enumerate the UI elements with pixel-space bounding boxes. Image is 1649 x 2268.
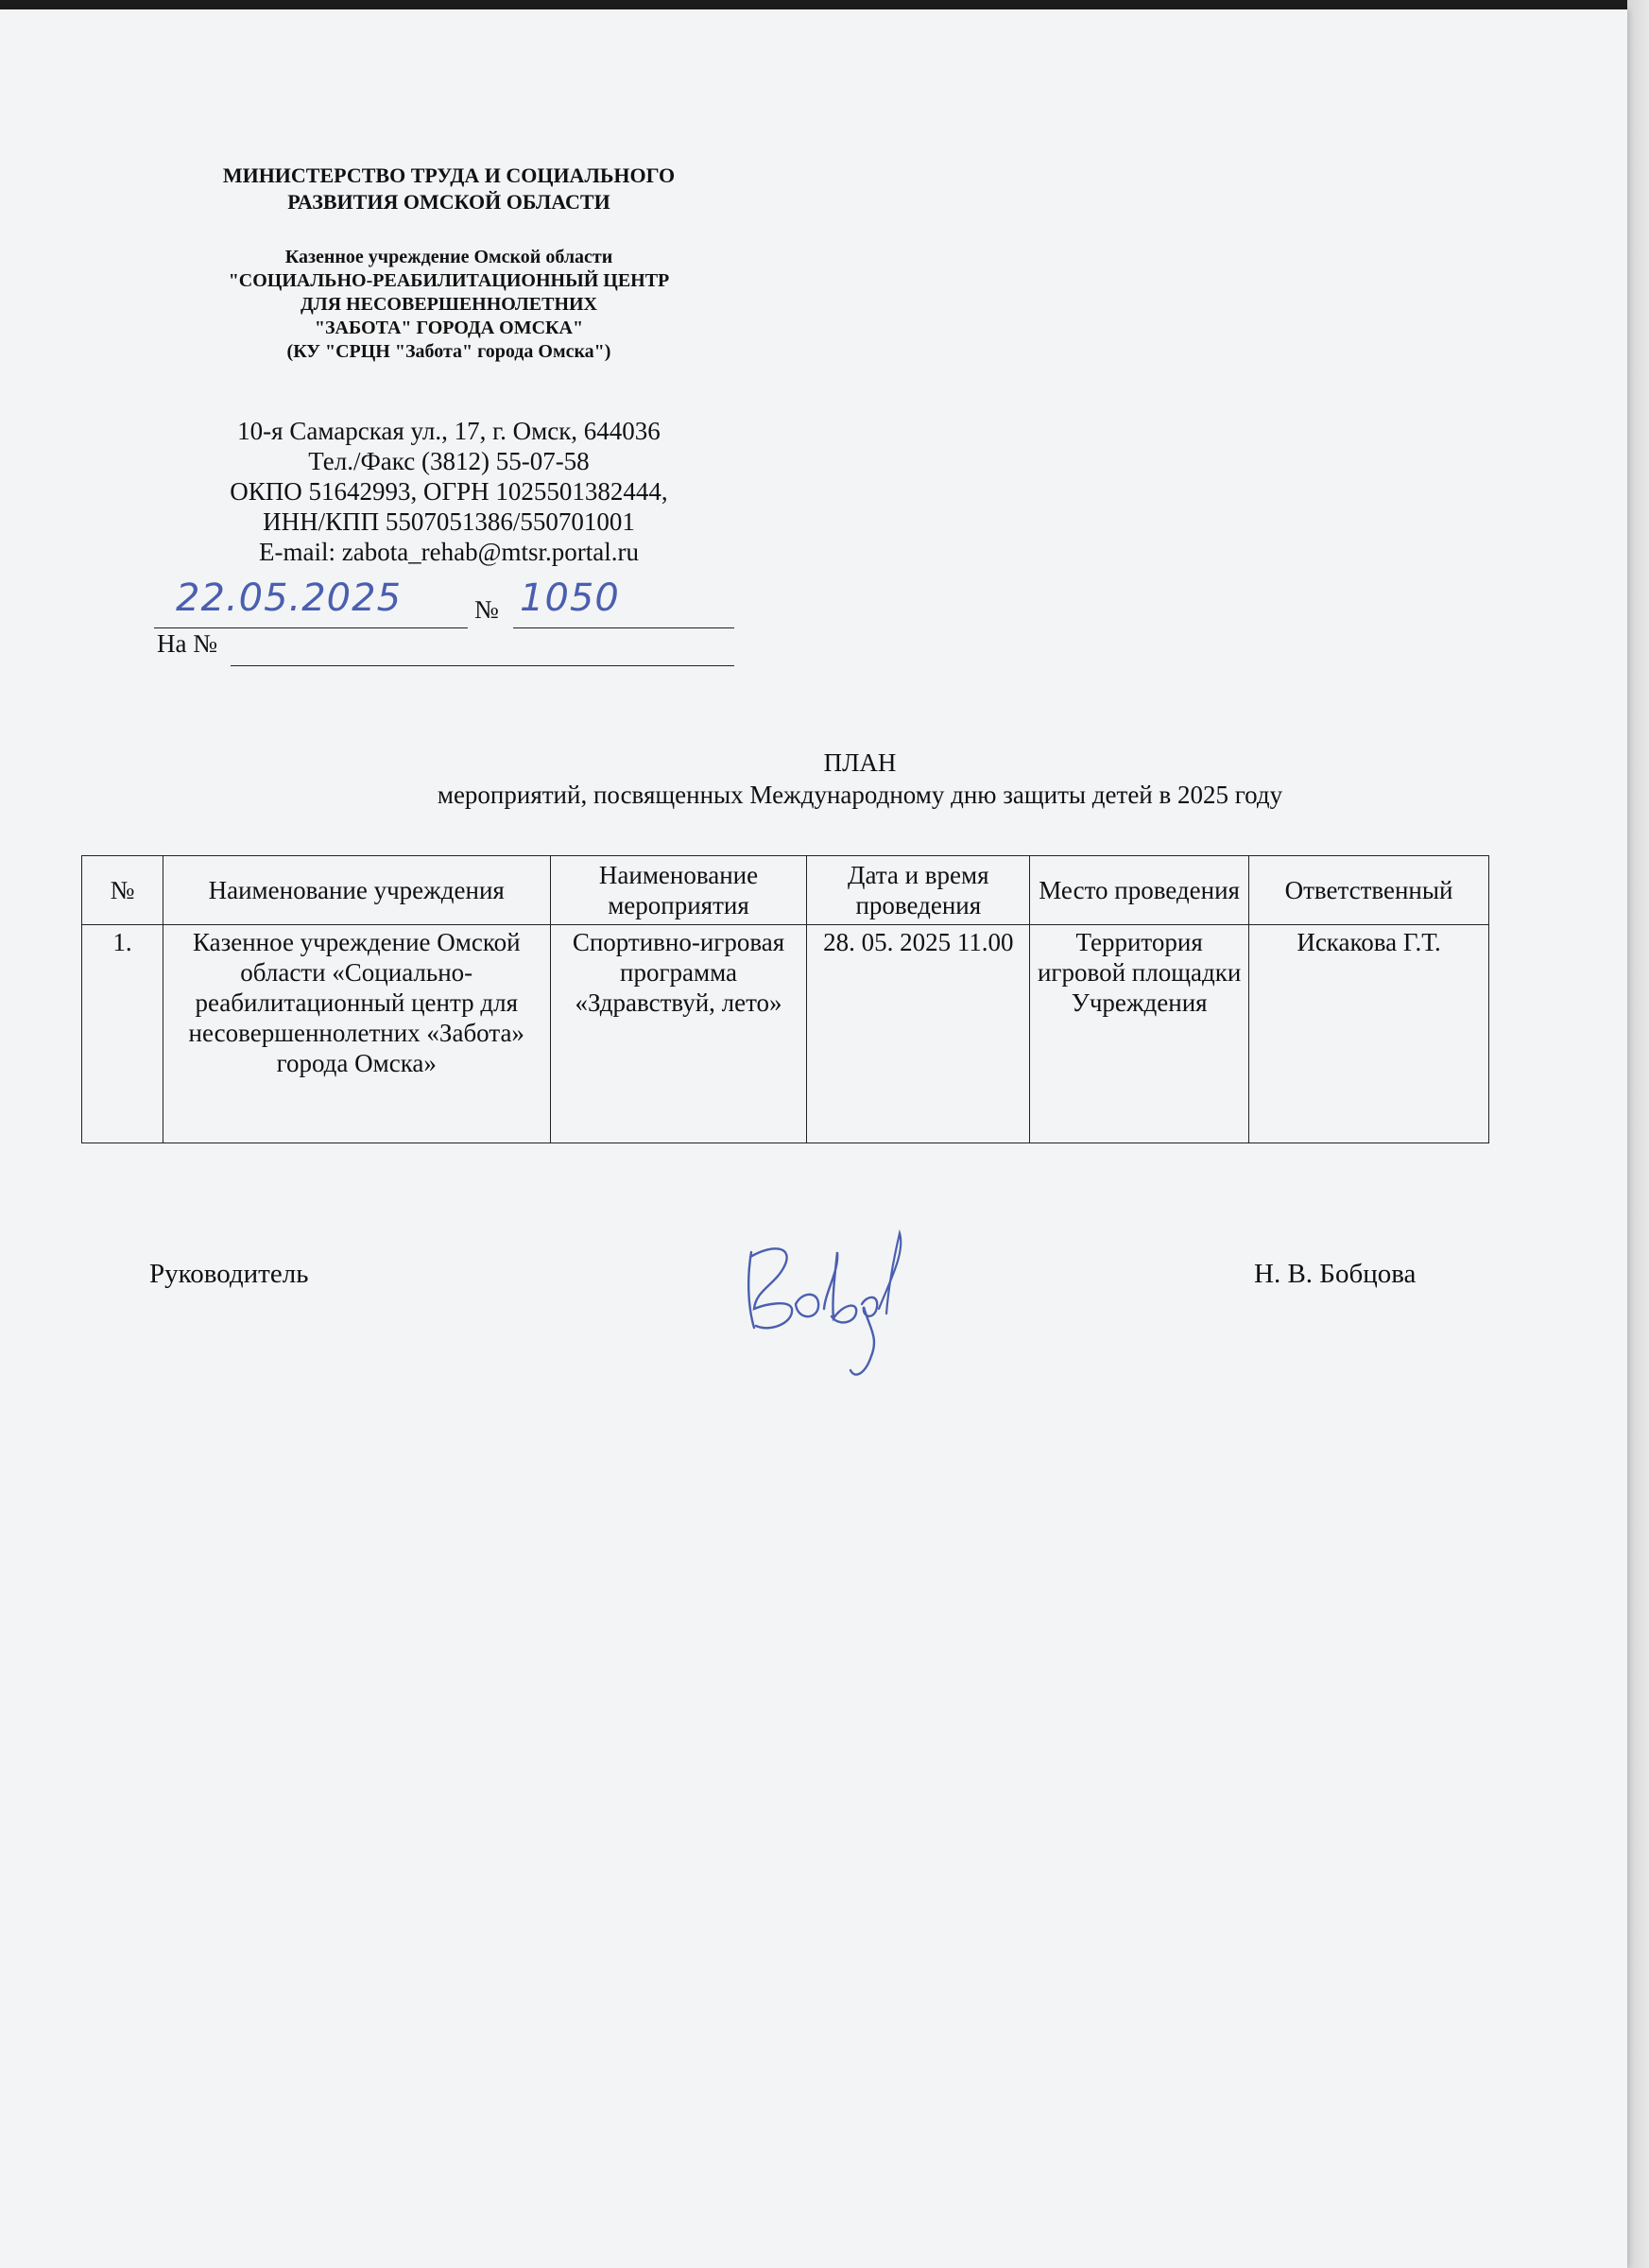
scan-top-edge (0, 0, 1649, 9)
contact-details (142, 416, 756, 567)
address: 10-я Самарская ул., 17, г. Омск, 644036 (237, 417, 661, 445)
org-line: Казенное учреждение Омской области (284, 247, 613, 267)
cell-institution: Казенное учреждение Омской области «Социально-реабилитационный центр для несовершеннолетних «Забота» города Омска» (163, 925, 550, 1143)
cell-datetime: 28. 05. 2025 11.00 (807, 925, 1030, 1143)
col-header-number: № (82, 856, 163, 925)
col-header-event: Наименование мероприятия (550, 856, 807, 925)
col-header-institution: Наименование учреждения (163, 856, 550, 925)
org-line: (КУ "СРЦН "Забота" города Омска") (286, 341, 611, 362)
reg-number-sign: № (474, 595, 499, 624)
okpo-ogrn: ОКПО 51642993, ОГРН 1025501382444, (230, 477, 668, 506)
email: E-mail: zabota_rehab@mtsr.portal.ru (259, 538, 639, 566)
cell-place: Территория игровой площадки Учреждения (1030, 925, 1249, 1143)
cell-responsible: Искакова Г.Т. (1249, 925, 1489, 1143)
events-table (81, 855, 1489, 1143)
ministry-line: МИНИСТЕРСТВО ТРУДА И СОЦИАЛЬНОГО (222, 163, 676, 187)
table-header-row (82, 856, 1489, 925)
document-title (189, 747, 1531, 811)
organization-header (142, 246, 756, 364)
cell-event: Спортивно-игровая программа «Здравствуй, лето» (550, 925, 807, 1143)
document-page (0, 9, 1627, 2268)
scan-right-edge (1627, 0, 1649, 2268)
reg-date-underline (154, 627, 468, 628)
org-line: "СОЦИАЛЬНО-РЕАБИЛИТАЦИОННЫЙ ЦЕНТР (228, 270, 670, 291)
col-header-place: Место проведения (1030, 856, 1249, 925)
cell-number: 1. (82, 925, 163, 1143)
signer-position: Руководитель (149, 1259, 309, 1289)
reg-number-underline (513, 627, 734, 628)
reference-label: На № (157, 629, 217, 658)
inn-kpp: ИНН/КПП 5507051386/550701001 (263, 507, 635, 536)
ministry-header (142, 163, 756, 215)
col-header-responsible: Ответственный (1249, 856, 1489, 925)
org-line: ДЛЯ НЕСОВЕРШЕННОЛЕТНИХ (300, 294, 597, 315)
handwritten-number: 1050 (520, 576, 620, 620)
title-plan: ПЛАН (823, 748, 897, 777)
handwritten-signature (737, 1214, 917, 1384)
ministry-line: РАЗВИТИЯ ОМСКОЙ ОБЛАСТИ (287, 190, 610, 214)
handwritten-date: 22.05.2025 (176, 576, 403, 620)
signer-name: Н. В. Бобцова (1254, 1259, 1417, 1289)
table-row (82, 925, 1489, 1143)
title-subject: мероприятий, посвященных Международному дню защиты детей в 2025 году (437, 781, 1283, 809)
reference-underline (231, 665, 734, 666)
col-header-datetime: Дата и время проведения (807, 856, 1030, 925)
phone-fax: Тел./Факс (3812) 55-07-58 (308, 447, 590, 475)
org-line: "ЗАБОТА" ГОРОДА ОМСКА" (314, 318, 584, 338)
